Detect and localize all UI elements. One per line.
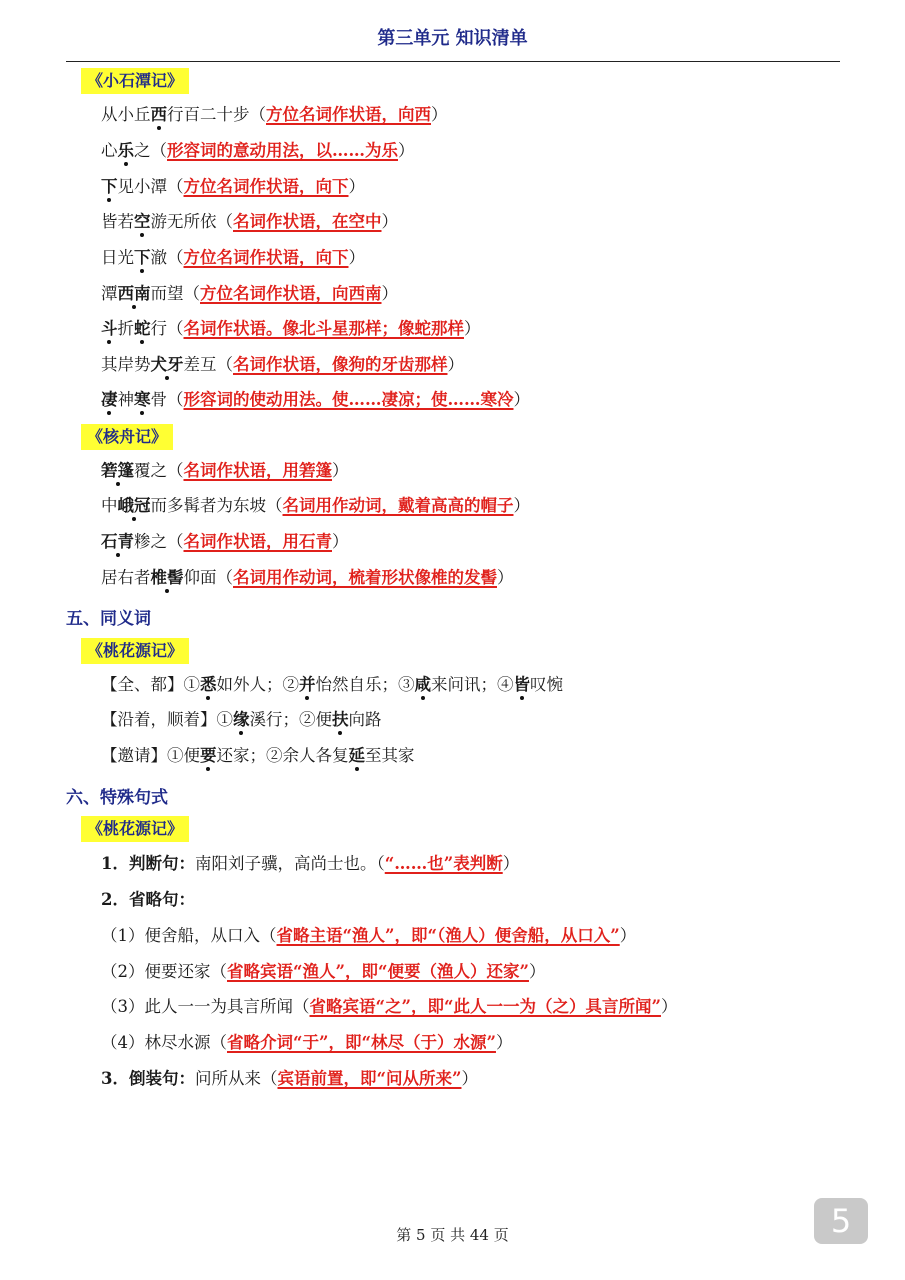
page-header-title: 第三单元 知识清单	[377, 28, 528, 49]
list-item: （2）便要还家（省略宾语“渔人”，即“便要（渔人）还家”）	[101, 962, 546, 981]
list-item: 石青糁之（名词作状语，用石青）	[101, 532, 349, 551]
list-item: 斗折蛇行（名词作状语。像北斗星那样；像蛇那样）	[101, 319, 481, 338]
list-item: （1）便舍船，从口入（省略主语“渔人”，即“（渔人）便舍船，从口入”）	[101, 926, 637, 945]
list-item: 从小丘西行百二十步（方位名词作状语，向西）	[101, 105, 448, 124]
list-item: 【沿着，顺着】①缘溪行；②便扶向路	[101, 710, 382, 729]
list-item: 2．省略句：	[101, 890, 195, 909]
list-item: 中峨冠而多髯者为东坡（名词用作动词，戴着高高的帽子）	[101, 496, 530, 515]
list-item: （4）林尽水源（省略介词“于”，即“林尽（于）水源”）	[101, 1033, 513, 1052]
list-item: 【全、都】①悉如外人；②并怡然自乐；③咸来问讯；④皆叹惋	[101, 675, 563, 694]
book-title-hezhou: 《核舟记》	[81, 424, 173, 450]
book-title-xiaoshitan: 《小石潭记》	[81, 68, 189, 94]
list-item: 1．判断句：南阳刘子骥，高尚士也。（“……也”表判断）	[101, 854, 520, 873]
book-title-taohuayuan: 《桃花源记》	[81, 638, 189, 664]
list-item: （3）此人一一为具言所闻（省略宾语“之”，即“此人一一为（之）具言所闻”）	[101, 997, 678, 1016]
list-item: 潭西南而望（方位名词作状语，向西南）	[101, 284, 398, 303]
list-item: 日光下澈（方位名词作状语，向下）	[101, 248, 365, 267]
list-item: 心乐之（形容词的意动用法，以……为乐）	[101, 141, 415, 160]
section-heading-special-sentences: 六、特殊句式	[66, 788, 168, 808]
list-item: 箬篷覆之（名词作状语，用箬篷）	[101, 461, 349, 480]
list-item: 其岸势犬牙差互（名词作状语，像狗的牙齿那样）	[101, 355, 464, 374]
page-footer: 第 5 页 共 44 页	[396, 1226, 509, 1244]
page-number-badge: 5	[814, 1198, 868, 1244]
list-item: 凄神寒骨（形容词的使动用法。使……凄凉；使……寒冷）	[101, 390, 530, 409]
list-item: 下见小潭（方位名词作状语，向下）	[101, 177, 365, 196]
list-item: 皆若空游无所依（名词作状语，在空中）	[101, 212, 398, 231]
book-title-taohuayuan-2: 《桃花源记》	[81, 816, 189, 842]
list-item: 【邀请】①便要还家；②余人各复延至其家	[101, 746, 415, 765]
section-heading-synonyms: 五、同义词	[66, 609, 151, 629]
header-rule	[66, 61, 840, 62]
list-item: 3．倒装句：问所从来（宾语前置，即“问从所来”）	[101, 1069, 478, 1088]
list-item: 居右者椎髻仰面（名词用作动词，梳着形状像椎的发髻）	[101, 568, 514, 587]
